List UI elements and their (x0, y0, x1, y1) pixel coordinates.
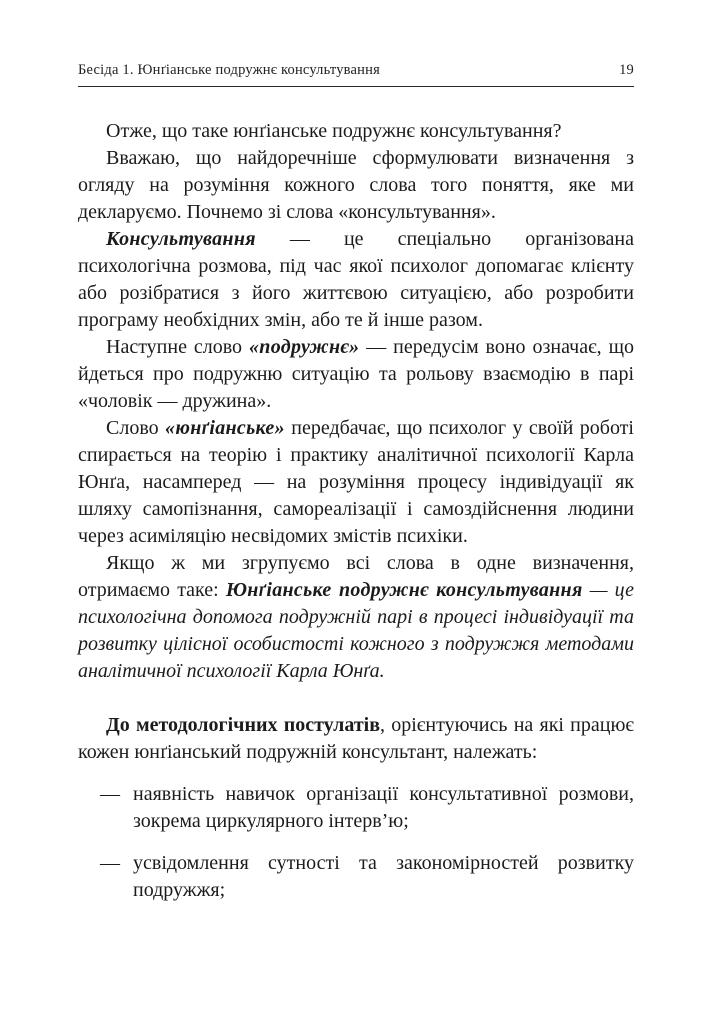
text-segment: Консультування (106, 228, 256, 250)
paragraph (78, 415, 634, 550)
paragraph (78, 550, 634, 685)
text-segment: «юнґіанське» (165, 417, 285, 439)
list-item (78, 850, 634, 904)
paragraph (78, 712, 634, 766)
list-item-dash: — (100, 783, 120, 805)
text-segment: Наступне слово (106, 336, 249, 358)
list-item-text (133, 850, 634, 904)
list-item-text (133, 781, 634, 835)
text-segment: Юнґіанське подружнє консультування (225, 579, 583, 601)
text-segment: Слово (106, 417, 166, 439)
page-body (78, 87, 634, 904)
text-segment: — це спеціально організована психологічна розмова, під час якої психолог допомагає клієнту або розібратися з його життєвою ситуацією, або розробити програму необхідних змін, або те й інше разом. (78, 228, 634, 331)
text-segment: Отже, що таке юнґіанське подружнє консультування? (106, 120, 562, 142)
text-segment: — це психологічна допомога подружній парі в процесі індивідуації та розвитку цілісної особистості кожного з подружжя методами аналітичної психології Карла Юнґа. (78, 579, 634, 682)
text-segment: наявність навичок організації консультативної розмови, зокрема циркулярного інтерв’ю; (133, 783, 634, 832)
text-segment: усвідомлення сутності та закономірностей розвитку подружжя; (133, 852, 634, 901)
text-segment: передбачає, що психолог у своїй роботі спирається на теорію і практику аналітичної психології Карла Юнґа, насамперед — на розуміння процесу індивідуації як шляху самопізнання, самореалізації і самоздійснення людини через асиміляцію несвідомих змістів психіки. (78, 417, 634, 547)
running-head-title: Бесіда 1. Юнґіанське подружнє консультування (78, 62, 380, 78)
paragraph (78, 226, 634, 334)
paragraph (78, 334, 634, 415)
text-segment: «подружнє» (248, 336, 360, 358)
paragraph (78, 145, 634, 226)
list-item-dash: — (100, 852, 120, 874)
text-segment: — передусім воно означає, що йдеться про подружню ситуацію та рольову взаємодію в парі «чоловік — дружина». (78, 336, 634, 412)
paragraph (78, 118, 634, 145)
page-number: 19 (619, 62, 634, 78)
page-header (78, 62, 634, 87)
text-segment: Якщо ж ми згрупуємо всі слова в одне визначення, отримаємо таке: (78, 552, 634, 601)
text-segment: , орієнтуючись на які працює кожен юнґіанський подружній консультант, належать: (78, 714, 634, 763)
text-segment: До методологічних постулатів (106, 714, 381, 736)
list-item (78, 781, 634, 835)
text-segment: Вважаю, що найдоречніше сформулювати визначення з огляду на розуміння кожного слова того поняття, яке ми декларуємо. Почнемо зі слова «консультування». (78, 147, 634, 223)
